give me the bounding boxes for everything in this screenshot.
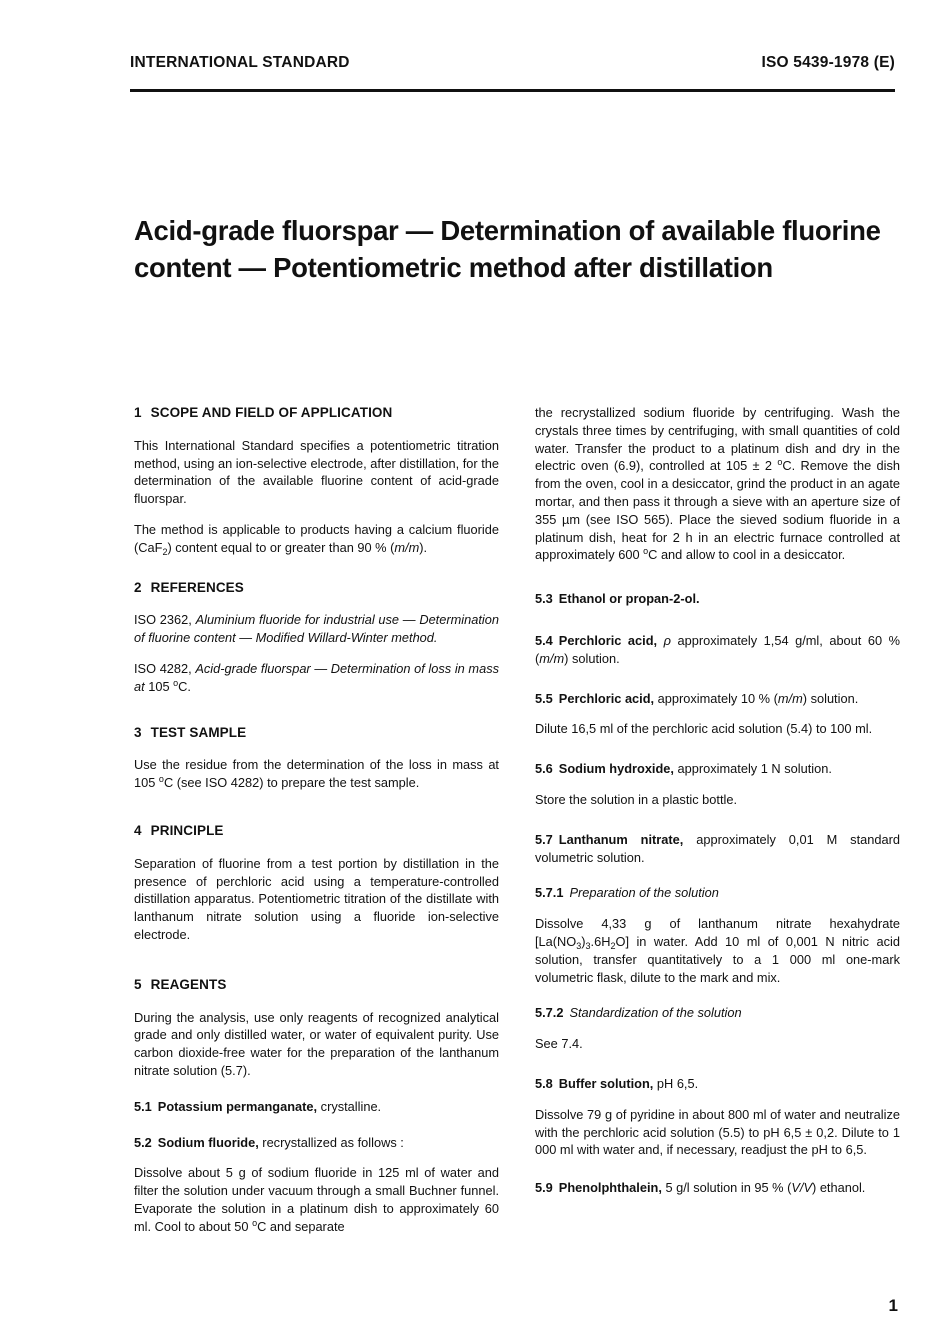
section-1-paragraph-2: The method is applicable to products having a calcium fluoride (CaF$_2$) content equal to or greater than 90 % (m/m).: [134, 521, 499, 557]
header-right: ISO 5439-1978 (E): [761, 54, 895, 71]
reagent-5-5-paragraph: Dilute 16,5 ml of the perchloric acid solution (5.4) to 100 ml.: [535, 721, 873, 737]
subclause-5-7-2-heading: 5.7.2 Standardization of the solution: [535, 1005, 742, 1021]
section-3-paragraph: Use the residue from the determination of the loss in mass at 105 $^o$C (see ISO 4282) to prepare the test sample.: [134, 757, 499, 791]
right-column: [535, 404, 900, 1210]
reagent-5-7: 5.7 Lanthanum nitrate, approximately 0,01 M standard volumetric solution.: [535, 831, 900, 865]
page-header: [130, 54, 895, 72]
left-column: [134, 404, 499, 1249]
subclause-5-7-1-paragraph: Dissolve 4,33 g of lanthanum nitrate hexahydrate $[La(NO_3)_3.6H_2O]$ in water. Add 10 ml of 0,001 N nitric acid solution, transfer quantitatively to a 1 000 ml one-mark volumetric flask, dilute to the mark and mix.: [535, 916, 900, 985]
header-left: INTERNATIONAL STANDARD: [130, 54, 350, 71]
document-title: [134, 212, 914, 286]
section-3-heading: 3 TEST SAMPLE: [134, 724, 247, 740]
reagent-5-5: 5.5 Perchloric acid, approximately 10 % (m/m) solution.: [535, 690, 859, 706]
title-line-1: Acid-grade fluorspar — Determination of available fluorine: [134, 215, 881, 246]
page-number: 1: [888, 1296, 898, 1315]
reagent-5-6-paragraph: Store the solution in a plastic bottle.: [535, 791, 738, 807]
reagent-5-2-paragraph-2: the recrystallized sodium fluoride by centrifuging. Wash the crystals three times by centrifuging, with small quantities of cold water. Transfer the product to a platinum dish and dry in the electric oven (6.9), controlled at 105 ± 2 $^o$C. Remove the dish from the oven, cool in a desiccator, grind the product in an agate mortar, and then pass it through a sieve with an aperture size of 355 µm (see ISO 565). Place the sieved sodium fluoride in a platinum dish, heat for 2 h in an electric furnace controlled at approximately 600 $^o$C and allow to cool in a desiccator.: [535, 405, 900, 563]
reference-iso-4282: ISO 4282, Acid-grade fluorspar — Determination of loss in mass at 105 $^o$C.: [134, 660, 500, 694]
reagent-5-9: 5.9 Phenolphthalein, 5 g/l solution in 95 % (V/V) ethanol.: [535, 1180, 866, 1196]
reagent-5-8-paragraph: Dissolve 79 g of pyridine in about 800 ml of water and neutralize with the perchloric acid solution (5.5) to pH 6,5 ± 0,2. Dilute to 1 000 ml with water and, if necessary, readjust the pH to 6,5.: [535, 1106, 900, 1158]
reagent-5-2: 5.2 Sodium fluoride, recrystallized as follows :: [134, 1134, 404, 1150]
reagent-5-1: 5.1 Potassium permanganate, crystalline.: [134, 1098, 382, 1114]
section-5-paragraph: During the analysis, use only reagents of recognized analytical grade and only distilled water, or water of equivalent purity. Use carbon dioxide-free water for the preparation of the lanthanum nitrate solution (5.7).: [134, 1009, 499, 1078]
reference-iso-2362: ISO 2362, Aluminium fluoride for industrial use — Determination of fluorine content — Modified Willard-Winter method.: [134, 612, 499, 646]
subclause-5-7-2-paragraph: See 7.4.: [535, 1036, 583, 1052]
reagent-5-4: 5.4 Perchloric acid, ρ approximately 1,54 g/ml, about 60 % (m/m) solution.: [535, 632, 900, 666]
reagent-5-8: 5.8 Buffer solution, pH 6,5.: [535, 1075, 699, 1091]
subclause-5-7-1-heading: 5.7.1 Preparation of the solution: [535, 885, 719, 901]
section-4-paragraph: Separation of fluorine from a test portion by distillation in the presence of perchloric acid using a temperature-controlled distillation apparatus. Potentiometric titration of the distillate with lanthanum nitrate solution using a fluoride ion-selective electrode.: [134, 855, 499, 942]
section-2-heading: 2 REFERENCES: [134, 579, 244, 595]
title-line-2: content — Potentiometric method after distillation: [134, 252, 773, 283]
section-4-heading: 4 PRINCIPLE: [134, 822, 224, 838]
section-1-paragraph-1: This International Standard specifies a potentiometric titration method, using an ion-selective electrode, after distillation, for the determination of the available fluorine content of acid-grade fluorspar.: [134, 437, 499, 507]
section-1-heading: 1 SCOPE AND FIELD OF APPLICATION: [134, 405, 393, 420]
reagent-5-6: 5.6 Sodium hydroxide, approximately 1 N solution.: [535, 761, 832, 777]
header-rule: [130, 89, 895, 92]
reagent-5-2-paragraph-1: Dissolve about 5 g of sodium fluoride in 125 ml of water and filter the solution under vacuum through a small Buchner funnel. Evaporate the solution in a platinum dish to approximately 60 ml. Cool to about 50 $^o$C and separate: [134, 1165, 499, 1234]
section-5-heading: 5 REAGENTS: [134, 976, 227, 992]
reagent-5-3: 5.3 Ethanol or propan-2-ol.: [535, 591, 700, 607]
